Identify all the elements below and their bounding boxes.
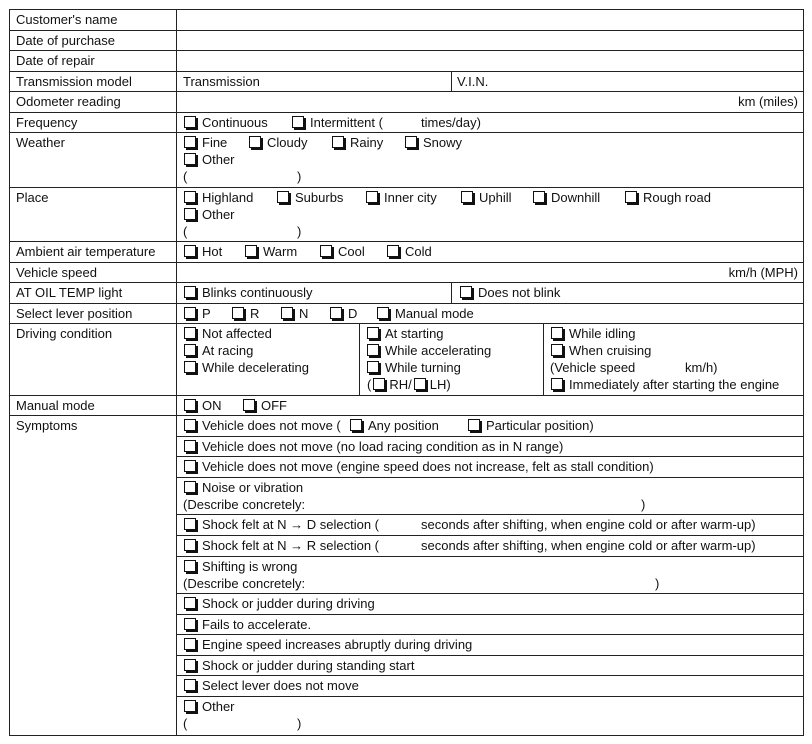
column-divider	[176, 9, 177, 736]
place-other-open: (	[183, 224, 188, 239]
checkbox-icon[interactable]	[367, 361, 379, 373]
row-divider	[176, 696, 804, 697]
option-at-racing[interactable]: At racing	[184, 342, 253, 359]
label-frequency: Frequency	[16, 115, 78, 130]
option-when-cruising[interactable]: When cruising	[551, 342, 651, 359]
row-divider	[9, 132, 804, 133]
checkbox-icon[interactable]	[184, 136, 196, 148]
checkbox-icon[interactable]	[184, 419, 196, 431]
symptom-fails-accelerate[interactable]: Fails to accelerate.	[184, 616, 311, 633]
option-at-starting[interactable]: At starting	[367, 325, 444, 342]
row-divider	[9, 303, 804, 304]
shifting-describe: (Describe concretely:	[183, 576, 306, 591]
option-cool[interactable]: Cool	[320, 243, 365, 260]
option-cloudy[interactable]: Cloudy	[249, 134, 307, 151]
cruising-speed-unit: km/h)	[685, 360, 718, 375]
checkbox-icon[interactable]	[551, 344, 563, 356]
noise-describe-close: )	[641, 497, 646, 512]
symptom-shock-n-r[interactable]: Shock felt at N → R selection (	[184, 537, 379, 554]
checkbox-icon[interactable]	[184, 245, 196, 257]
checkbox-icon[interactable]	[184, 638, 196, 650]
checkbox-icon[interactable]	[184, 560, 196, 572]
option-after-starting-engine[interactable]: Immediately after starting the engine	[551, 376, 779, 393]
weather-other-open: (	[183, 169, 188, 184]
symptom-lever-not-move[interactable]: Select lever does not move	[184, 677, 359, 694]
option-intermittent[interactable]: Intermittent (	[292, 114, 383, 131]
checkbox-icon[interactable]	[460, 286, 472, 298]
option-manual-off[interactable]: OFF	[243, 397, 287, 414]
checkbox-icon[interactable]	[281, 307, 293, 319]
row-divider	[9, 91, 804, 92]
row-divider	[176, 634, 804, 635]
row-divider	[9, 323, 804, 324]
checkbox-icon[interactable]	[184, 361, 196, 373]
checkbox-icon[interactable]	[184, 327, 196, 339]
option-not-affected[interactable]: Not affected	[184, 325, 272, 342]
option-suburbs[interactable]: Suburbs	[277, 189, 343, 206]
option-fine[interactable]: Fine	[184, 134, 227, 151]
checkbox-icon[interactable]	[184, 597, 196, 609]
label-weather: Weather	[16, 135, 65, 150]
symptom-other-open: (	[183, 716, 188, 731]
cruising-vehicle-speed: (Vehicle speed	[550, 360, 636, 375]
checkbox-icon[interactable]	[184, 518, 196, 530]
checkbox-icon[interactable]	[461, 191, 473, 203]
checkbox-icon[interactable]	[367, 344, 379, 356]
option-manual-on[interactable]: ON	[184, 397, 222, 414]
checkbox-icon[interactable]	[320, 245, 332, 257]
row-divider	[9, 262, 804, 263]
odometer-unit: km (miles)	[738, 94, 798, 109]
column-divider	[359, 323, 360, 395]
shifting-describe-close: )	[655, 576, 660, 591]
checkbox-icon[interactable]	[533, 191, 545, 203]
checkbox-icon[interactable]	[366, 191, 378, 203]
turning-direction: ( RH/ LH)	[367, 377, 451, 392]
option-place-other[interactable]: Other	[184, 206, 235, 223]
label-date-of-purchase: Date of purchase	[16, 33, 116, 48]
label-select-lever-position: Select lever position	[16, 306, 133, 321]
row-divider	[9, 395, 804, 396]
option-rough-road[interactable]: Rough road	[625, 189, 711, 206]
option-lever-d[interactable]: D	[330, 305, 357, 322]
symptom-not-move-stall[interactable]: Vehicle does not move (engine speed does not increase, felt as stall condition)	[184, 458, 654, 475]
option-uphill[interactable]: Uphill	[461, 189, 512, 206]
option-while-accelerating[interactable]: While accelerating	[367, 342, 491, 359]
option-downhill[interactable]: Downhill	[533, 189, 600, 206]
option-lever-n[interactable]: N	[281, 305, 308, 322]
symptom-judder-driving[interactable]: Shock or judder during driving	[184, 595, 375, 612]
checkbox-icon[interactable]	[373, 378, 385, 390]
option-inner-city[interactable]: Inner city	[366, 189, 437, 206]
checkbox-icon[interactable]	[184, 679, 196, 691]
column-divider	[451, 282, 452, 303]
checkbox-icon[interactable]	[184, 116, 196, 128]
checkbox-icon[interactable]	[330, 307, 342, 319]
option-lever-manual[interactable]: Manual mode	[377, 305, 474, 322]
checkbox-icon[interactable]	[249, 136, 261, 148]
symptom-judder-start[interactable]: Shock or judder during standing start	[184, 657, 414, 674]
row-divider	[9, 187, 804, 188]
option-highland[interactable]: Highland	[184, 189, 253, 206]
option-lever-p[interactable]: P	[184, 305, 211, 322]
row-divider	[176, 614, 804, 615]
symptom-other[interactable]: Other	[184, 698, 235, 715]
symptom-engine-speed[interactable]: Engine speed increases abruptly during driving	[184, 636, 472, 653]
option-blinks-continuously[interactable]: Blinks continuously	[184, 284, 313, 301]
symptom-any-position[interactable]: Any position	[350, 417, 439, 434]
checkbox-icon[interactable]	[405, 136, 417, 148]
checkbox-icon[interactable]	[184, 286, 196, 298]
label-customer-name: Customer's name	[16, 12, 118, 27]
checkbox-icon[interactable]	[184, 191, 196, 203]
checkbox-icon[interactable]	[184, 399, 196, 411]
symptom-not-move[interactable]: Vehicle does not move (	[184, 417, 341, 434]
row-divider	[176, 535, 804, 536]
checkbox-icon[interactable]	[551, 378, 563, 390]
row-divider	[176, 675, 804, 676]
checkbox-icon[interactable]	[184, 344, 196, 356]
row-divider	[9, 241, 804, 242]
field-vin: V.I.N.	[457, 74, 489, 89]
checkbox-icon[interactable]	[350, 419, 362, 431]
label-driving-condition: Driving condition	[16, 326, 113, 341]
symptom-not-move-no-load[interactable]: Vehicle does not move (no load racing condition as in N range)	[184, 438, 563, 455]
checkbox-icon[interactable]	[468, 419, 480, 431]
row-divider	[9, 30, 804, 31]
row-divider	[176, 655, 804, 656]
row-divider	[9, 282, 804, 283]
checkbox-icon[interactable]	[367, 327, 379, 339]
label-transmission-model: Transmission model	[16, 74, 132, 89]
checkbox-icon[interactable]	[184, 659, 196, 671]
row-divider	[176, 456, 804, 457]
row-divider	[176, 593, 804, 594]
label-ambient-temperature: Ambient air temperature	[16, 244, 156, 259]
row-divider	[9, 50, 804, 51]
label-date-of-repair: Date of repair	[16, 53, 95, 68]
option-does-not-blink[interactable]: Does not blink	[460, 284, 560, 301]
checkbox-icon[interactable]	[245, 245, 257, 257]
column-divider	[451, 71, 452, 91]
shock-n-d-seconds: seconds after shifting, when engine cold or after warm-up)	[421, 517, 756, 532]
weather-other-close: )	[297, 169, 302, 184]
shock-n-r-seconds: seconds after shifting, when engine cold or after warm-up)	[421, 538, 756, 553]
times-per-day: times/day)	[421, 115, 481, 130]
field-transmission: Transmission	[183, 74, 260, 89]
option-warm[interactable]: Warm	[245, 243, 297, 260]
place-other-close: )	[297, 224, 302, 239]
option-while-idling[interactable]: While idling	[551, 325, 635, 342]
option-while-decelerating[interactable]: While decelerating	[184, 359, 309, 376]
checkbox-icon[interactable]	[184, 208, 196, 220]
option-snowy[interactable]: Snowy	[405, 134, 462, 151]
row-divider	[9, 112, 804, 113]
checkbox-icon[interactable]	[292, 116, 304, 128]
label-manual-mode: Manual mode	[16, 398, 95, 413]
checkbox-icon[interactable]	[184, 153, 196, 165]
checkbox-icon[interactable]	[184, 481, 196, 493]
speed-unit: km/h (MPH)	[728, 265, 798, 280]
checkbox-icon[interactable]	[551, 327, 563, 339]
checkbox-icon[interactable]	[387, 245, 399, 257]
row-divider	[176, 436, 804, 437]
option-lever-r[interactable]: R	[232, 305, 259, 322]
checkbox-icon[interactable]	[232, 307, 244, 319]
option-while-turning[interactable]: While turning	[367, 359, 461, 376]
symptom-shifting-wrong[interactable]: Shifting is wrong	[184, 558, 297, 575]
label-odometer-reading: Odometer reading	[16, 94, 121, 109]
label-at-oil-temp-light: AT OIL TEMP light	[16, 285, 123, 300]
label-place: Place	[16, 190, 49, 205]
checkbox-icon[interactable]	[184, 440, 196, 452]
checkbox-icon[interactable]	[277, 191, 289, 203]
checkbox-icon[interactable]	[184, 460, 196, 472]
symptom-noise-vibration[interactable]: Noise or vibration	[184, 479, 303, 496]
symptom-other-close: )	[297, 716, 302, 731]
row-divider	[176, 477, 804, 478]
symptom-particular-position[interactable]: Particular position)	[468, 417, 594, 434]
option-rainy[interactable]: Rainy	[332, 134, 383, 151]
noise-describe: (Describe concretely:	[183, 497, 306, 512]
option-weather-other[interactable]: Other	[184, 151, 235, 168]
checkbox-icon[interactable]	[377, 307, 389, 319]
row-divider	[9, 415, 804, 416]
option-hot[interactable]: Hot	[184, 243, 222, 260]
checkbox-icon[interactable]	[184, 307, 196, 319]
column-divider	[543, 323, 544, 395]
option-cold[interactable]: Cold	[387, 243, 432, 260]
row-divider	[176, 556, 804, 557]
label-symptoms: Symptoms	[16, 418, 78, 433]
label-vehicle-speed: Vehicle speed	[16, 265, 97, 280]
checkbox-icon[interactable]	[184, 539, 196, 551]
symptom-shock-n-d[interactable]: Shock felt at N → D selection (	[184, 516, 379, 533]
row-divider	[9, 71, 804, 72]
row-divider	[176, 514, 804, 515]
checkbox-icon[interactable]	[332, 136, 344, 148]
checkbox-icon[interactable]	[184, 700, 196, 712]
checkbox-icon[interactable]	[243, 399, 255, 411]
option-continuous[interactable]: Continuous	[184, 114, 268, 131]
checkbox-icon[interactable]	[414, 378, 426, 390]
checkbox-icon[interactable]	[184, 618, 196, 630]
checkbox-icon[interactable]	[625, 191, 637, 203]
